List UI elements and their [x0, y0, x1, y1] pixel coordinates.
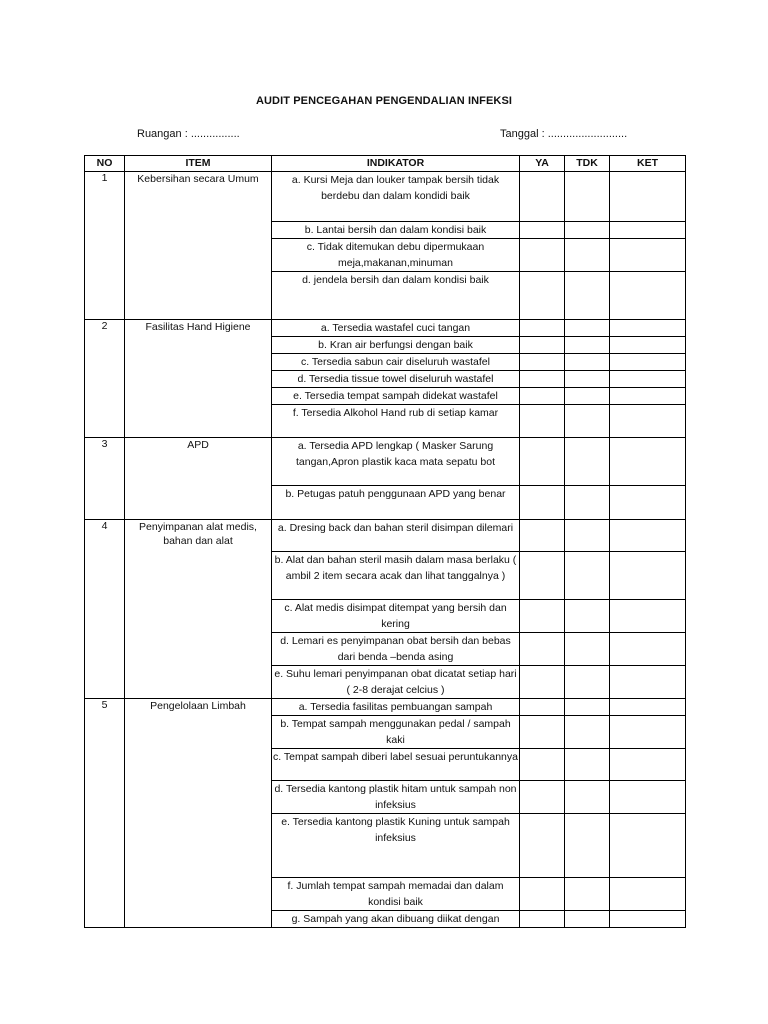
indicator-cell: a. Tersedia APD lengkap ( Masker Sarung tangan,Apron plastik kaca mata sepatu bot	[272, 438, 520, 486]
tdk-cell[interactable]	[565, 172, 610, 222]
ket-cell[interactable]	[610, 272, 686, 320]
tdk-cell[interactable]	[565, 320, 610, 337]
header-ket: KET	[610, 156, 686, 172]
tanggal-field: Tanggal : ..........................	[500, 128, 628, 140]
ya-cell[interactable]	[520, 371, 565, 388]
indicator-cell: b. Lantai bersih dan dalam kondisi baik	[272, 222, 520, 239]
indicator-cell: e. Tersedia kantong plastik Kuning untuk sampah infeksius	[272, 814, 520, 878]
indicator-cell: f. Tersedia Alkohol Hand rub di setiap kamar	[272, 405, 520, 438]
tdk-cell[interactable]	[565, 337, 610, 354]
ya-cell[interactable]	[520, 388, 565, 405]
indicator-cell: b. Petugas patuh penggunaan APD yang benar	[272, 486, 520, 520]
table-row	[85, 520, 686, 552]
indicator-cell: g. Sampah yang akan dibuang diikat dengan	[272, 911, 520, 928]
ket-cell[interactable]	[610, 781, 686, 814]
ket-cell[interactable]	[610, 520, 686, 552]
ya-cell[interactable]	[520, 552, 565, 600]
tdk-cell[interactable]	[565, 405, 610, 438]
ket-cell[interactable]	[610, 878, 686, 911]
ya-cell[interactable]	[520, 749, 565, 781]
section-item: APD	[125, 438, 272, 520]
indicator-cell: d. Tersedia tissue towel diseluruh wastafel	[272, 371, 520, 388]
indicator-cell: a. Dresing back dan bahan steril disimpan dilemari	[272, 520, 520, 552]
indicator-cell: d. jendela bersih dan dalam kondisi baik	[272, 272, 520, 320]
tdk-cell[interactable]	[565, 749, 610, 781]
tdk-cell[interactable]	[565, 520, 610, 552]
ya-cell[interactable]	[520, 814, 565, 878]
ket-cell[interactable]	[610, 716, 686, 749]
section-item: Penyimpanan alat medis, bahan dan alat	[125, 520, 272, 699]
tdk-cell[interactable]	[565, 486, 610, 520]
ket-cell[interactable]	[610, 911, 686, 928]
ket-cell[interactable]	[610, 354, 686, 371]
indicator-cell: c. Tidak ditemukan debu dipermukaan meja,makanan,minuman	[272, 239, 520, 272]
tdk-cell[interactable]	[565, 354, 610, 371]
ya-cell[interactable]	[520, 878, 565, 911]
ket-cell[interactable]	[610, 371, 686, 388]
tdk-cell[interactable]	[565, 699, 610, 716]
document-title: AUDIT PENCEGAHAN PENGENDALIAN INFEKSI	[255, 95, 513, 107]
tdk-cell[interactable]	[565, 438, 610, 486]
header-no: NO	[85, 156, 125, 172]
indicator-cell: e. Suhu lemari penyimpanan obat dicatat setiap hari ( 2-8 derajat celcius )	[272, 666, 520, 699]
ya-cell[interactable]	[520, 716, 565, 749]
audit-table	[84, 155, 686, 928]
ya-cell[interactable]	[520, 320, 565, 337]
indicator-cell: c. Tersedia sabun cair diseluruh wastafel	[272, 354, 520, 371]
indicator-cell: f. Jumlah tempat sampah memadai dan dalam kondisi baik	[272, 878, 520, 911]
ket-cell[interactable]	[610, 552, 686, 600]
ket-cell[interactable]	[610, 814, 686, 878]
section-number: 1	[85, 172, 125, 320]
tdk-cell[interactable]	[565, 911, 610, 928]
header-ya: YA	[520, 156, 565, 172]
header-tdk: TDK	[565, 156, 610, 172]
ket-cell[interactable]	[610, 172, 686, 222]
ya-cell[interactable]	[520, 699, 565, 716]
tdk-cell[interactable]	[565, 272, 610, 320]
ya-cell[interactable]	[520, 486, 565, 520]
ya-cell[interactable]	[520, 666, 565, 699]
ket-cell[interactable]	[610, 388, 686, 405]
ket-cell[interactable]	[610, 699, 686, 716]
ket-cell[interactable]	[610, 486, 686, 520]
indicator-cell: a. Tersedia wastafel cuci tangan	[272, 320, 520, 337]
ya-cell[interactable]	[520, 520, 565, 552]
indicator-cell: c. Alat medis disimpat ditempat yang bersih dan kering	[272, 600, 520, 633]
ya-cell[interactable]	[520, 272, 565, 320]
indicator-cell: b. Alat dan bahan steril masih dalam masa berlaku ( ambil 2 item secara acak dan lihat tanggalnya )	[272, 552, 520, 600]
ket-cell[interactable]	[610, 222, 686, 239]
tdk-cell[interactable]	[565, 388, 610, 405]
table-row	[85, 438, 686, 486]
ket-cell[interactable]	[610, 666, 686, 699]
ya-cell[interactable]	[520, 633, 565, 666]
tdk-cell[interactable]	[565, 814, 610, 878]
ya-cell[interactable]	[520, 438, 565, 486]
tdk-cell[interactable]	[565, 222, 610, 239]
ya-cell[interactable]	[520, 172, 565, 222]
ket-cell[interactable]	[610, 633, 686, 666]
section-number: 3	[85, 438, 125, 520]
ya-cell[interactable]	[520, 405, 565, 438]
tdk-cell[interactable]	[565, 666, 610, 699]
ya-cell[interactable]	[520, 781, 565, 814]
table-row	[85, 320, 686, 337]
ket-cell[interactable]	[610, 600, 686, 633]
indicator-cell: b. Kran air berfungsi dengan baik	[272, 337, 520, 354]
indicator-cell: e. Tersedia tempat sampah didekat wastafel	[272, 388, 520, 405]
tdk-cell[interactable]	[565, 633, 610, 666]
ket-cell[interactable]	[610, 749, 686, 781]
indicator-cell: a. Kursi Meja dan louker tampak bersih tidak berdebu dan dalam kondidi baik	[272, 172, 520, 222]
table-row	[85, 172, 686, 222]
ya-cell[interactable]	[520, 600, 565, 633]
ket-cell[interactable]	[610, 239, 686, 272]
ya-cell[interactable]	[520, 337, 565, 354]
tdk-cell[interactable]	[565, 239, 610, 272]
header-item: ITEM	[125, 156, 272, 172]
indicator-cell: d. Lemari es penyimpanan obat bersih dan bebas dari benda –benda asing	[272, 633, 520, 666]
tdk-cell[interactable]	[565, 371, 610, 388]
table-row	[85, 699, 686, 716]
ket-cell[interactable]	[610, 405, 686, 438]
ket-cell[interactable]	[610, 438, 686, 486]
ya-cell[interactable]	[520, 354, 565, 371]
header-indikator: INDIKATOR	[272, 156, 520, 172]
section-item: Pengelolaan Limbah	[125, 699, 272, 928]
indicator-cell: b. Tempat sampah menggunakan pedal / sampah kaki	[272, 716, 520, 749]
section-number: 4	[85, 520, 125, 699]
ket-cell[interactable]	[610, 337, 686, 354]
tdk-cell[interactable]	[565, 552, 610, 600]
section-number: 2	[85, 320, 125, 438]
ruangan-field: Ruangan : ................	[137, 128, 240, 140]
ket-cell[interactable]	[610, 320, 686, 337]
indicator-cell: d. Tersedia kantong plastik hitam untuk sampah non infeksius	[272, 781, 520, 814]
section-item: Fasilitas Hand Higiene	[125, 320, 272, 438]
tdk-cell[interactable]	[565, 716, 610, 749]
ya-cell[interactable]	[520, 911, 565, 928]
ya-cell[interactable]	[520, 239, 565, 272]
section-item: Kebersihan secara Umum	[125, 172, 272, 320]
tdk-cell[interactable]	[565, 781, 610, 814]
section-number: 5	[85, 699, 125, 928]
indicator-cell: a. Tersedia fasilitas pembuangan sampah	[272, 699, 520, 716]
tdk-cell[interactable]	[565, 600, 610, 633]
ya-cell[interactable]	[520, 222, 565, 239]
indicator-cell: c. Tempat sampah diberi label sesuai peruntukannya	[272, 749, 520, 781]
tdk-cell[interactable]	[565, 878, 610, 911]
table-header-row	[85, 156, 686, 172]
